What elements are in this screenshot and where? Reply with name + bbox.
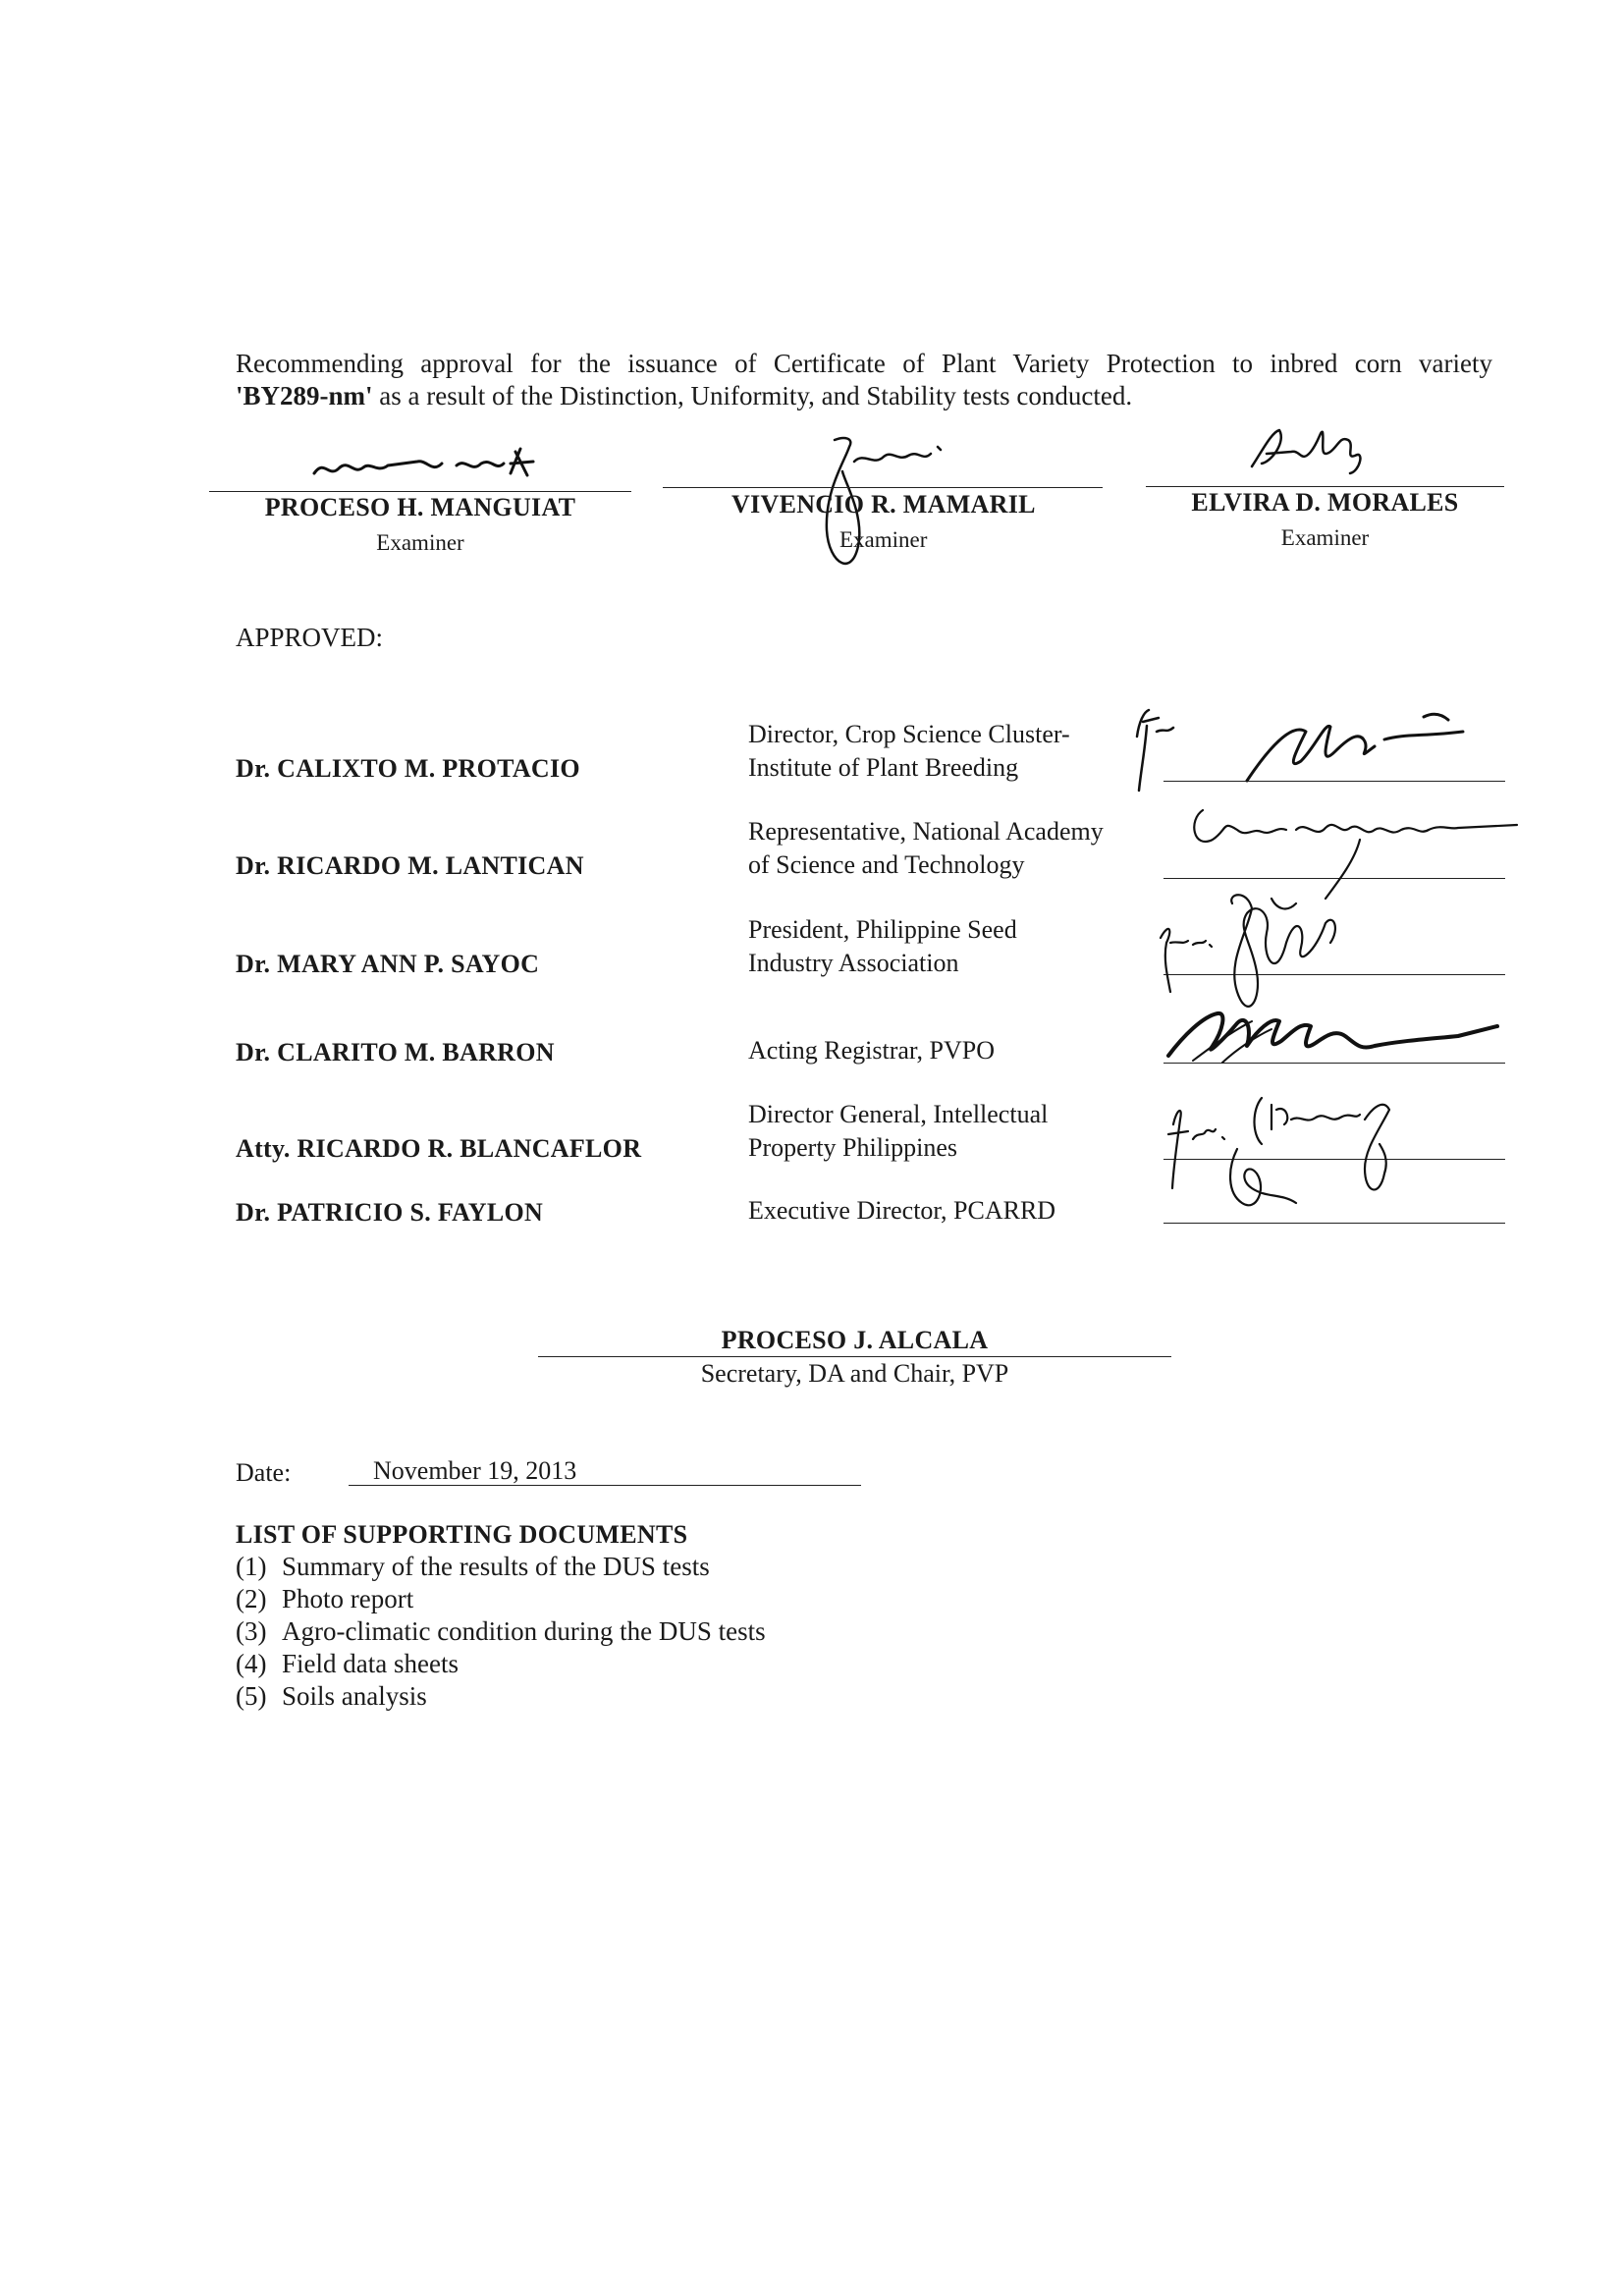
examiner-name: VIVENCIO R. MAMARIL bbox=[731, 490, 1036, 519]
approver-title-line-1: Director General, Intellectual bbox=[748, 1100, 1049, 1128]
approver-title-line-2: Institute of Plant Breeding bbox=[748, 753, 1019, 782]
approver-title-line-2: Industry Association bbox=[748, 949, 959, 977]
supporting-document-item: (3) Agro-climatic condition during the DUS tests bbox=[236, 1616, 766, 1646]
supporting-documents-heading: LIST OF SUPPORTING DOCUMENTS bbox=[236, 1520, 688, 1549]
approver-name: Atty. RICARDO R. BLANCAFLOR bbox=[236, 1134, 642, 1163]
approver-title-line-1: Executive Director, PCARRD bbox=[748, 1196, 1056, 1225]
supporting-document-item: (2) Photo report bbox=[236, 1584, 414, 1613]
approver-title-line-1: President, Philippine Seed bbox=[748, 915, 1017, 944]
approver-title-line-1: Director, Crop Science Cluster- bbox=[748, 720, 1070, 748]
date-line bbox=[349, 1485, 861, 1486]
approver-name: Dr. CLARITO M. BARRON bbox=[236, 1038, 555, 1066]
examiner-name: ELVIRA D. MORALES bbox=[1191, 488, 1459, 517]
approved-label: APPROVED: bbox=[236, 623, 384, 652]
approver-name: Dr. RICARDO M. LANTICAN bbox=[236, 851, 584, 880]
examiner-role: Examiner bbox=[376, 530, 464, 555]
chair-title: Secretary, DA and Chair, PVP bbox=[700, 1359, 1009, 1388]
signature-protacio bbox=[1129, 692, 1512, 800]
approver-title-line-1: Acting Registrar, PVPO bbox=[748, 1036, 995, 1065]
approver-title-line-1: Representative, National Academy bbox=[748, 817, 1104, 846]
recommendation-line-2 bbox=[236, 379, 1492, 412]
approver-title-line-2: of Science and Technology bbox=[748, 850, 1025, 879]
examiner-role: Examiner bbox=[1280, 525, 1370, 550]
approver-name: Dr. MARY ANN P. SAYOC bbox=[236, 950, 540, 978]
approver-name: Dr. CALIXTO M. PROTACIO bbox=[236, 754, 580, 783]
supporting-document-item: (1) Summary of the results of the DUS tests bbox=[236, 1552, 710, 1581]
date-value: November 19, 2013 bbox=[373, 1456, 577, 1485]
date-label: Date: bbox=[236, 1458, 292, 1487]
examiner-name: PROCESO H. MANGUIAT bbox=[264, 493, 576, 521]
signature-manguiat bbox=[309, 444, 565, 493]
approver-name: Dr. PATRICIO S. FAYLON bbox=[236, 1198, 544, 1227]
signature-morales bbox=[1242, 422, 1399, 481]
variety-name: 'BY289-nm' bbox=[236, 381, 373, 410]
recommendation-line-2-rest: as a result of the Distinction, Uniformity, and Stability tests conducted. bbox=[372, 381, 1133, 410]
signature-barron bbox=[1163, 992, 1517, 1080]
approver-title-line-2: Property Philippines bbox=[748, 1133, 958, 1162]
signature-blancaflor bbox=[1159, 1090, 1483, 1247]
examiner-role: Examiner bbox=[839, 527, 928, 552]
supporting-document-item: (4) Field data sheets bbox=[236, 1649, 459, 1678]
chair-name: PROCESO J. ALCALA bbox=[721, 1326, 989, 1354]
recommendation-line-1: Recommending approval for the issuance of Certificate of Plant Variety Protection to inbred corn variety bbox=[236, 349, 1492, 378]
supporting-document-item: (5) Soils analysis bbox=[236, 1681, 427, 1711]
